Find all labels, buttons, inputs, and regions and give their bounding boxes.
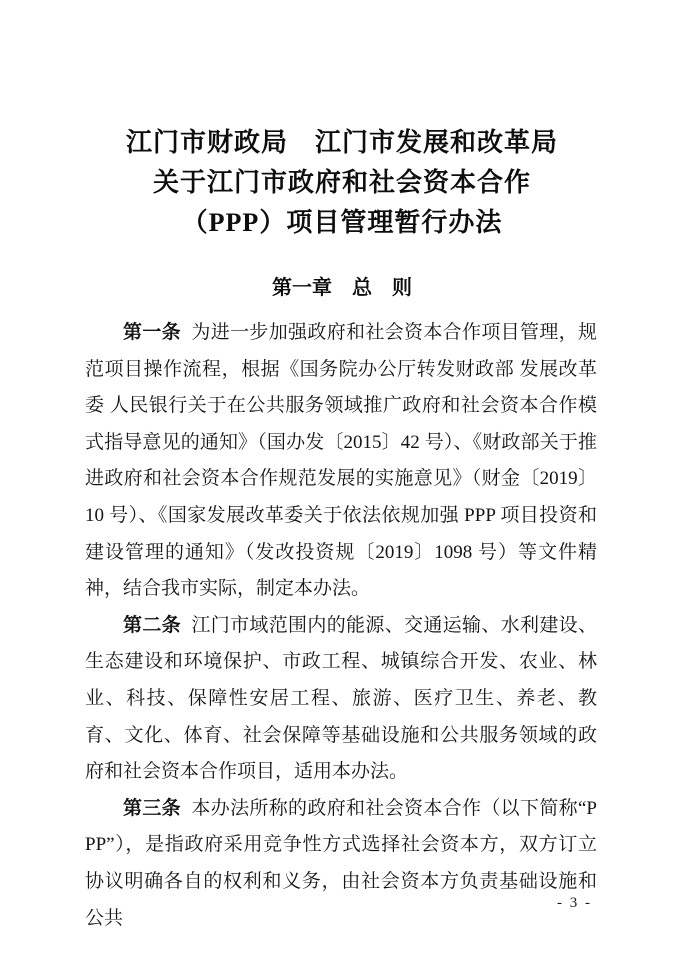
document-title-line-3: （PPP）项目管理暂行办法 — [181, 208, 503, 237]
paragraph-text: 江门市域范围内的能源、交通运输、水利建设、生态建设和环境保护、市政工程、城镇综合开发、农业、林业、科技、保障性安居工程、旅游、医疗卫生、养老、教育、文化、体育、社会保障等基础设施和公共服务领域的政府和社会资本合作项目，适用本办法。 — [85, 614, 597, 783]
paragraph — [85, 791, 597, 937]
page-number: - 3 - — [557, 895, 592, 911]
article-number: 第一条 — [123, 322, 181, 343]
document-title-line-1: 江门市财政局 江门市发展和改革局 — [125, 128, 558, 157]
paragraph-text: 为进一步加强政府和社会资本合作项目管理，规范项目操作流程，根据《国务院办公厅转发财政部 发展改革委 人民银行关于在公共服务领域推广政府和社会资本合作模式指导意见的通知》（国办发〔2015〕42 号）、《财政部关于推进政府和社会资本合作规范发展的实施意见》（财金〔2019〕10 号）、《国家发展改革委关于依法依规加强 PPP 项目投资和建设管理的通知》（发改投资规〔2019〕1098 号）等文件精神，结合我市实际，制定本办法。 — [85, 322, 597, 600]
document-body — [85, 315, 597, 937]
paragraph-text: 本办法所称的政府和社会资本合作（以下简称“PPP”），是指政府采用竞争性方式选择社会资本方，双方订立协议明确各自的权利和义务，由社会资本方负责基础设施和公共 — [85, 797, 597, 929]
chapter-heading: 第一章 总 则 — [272, 277, 412, 299]
paragraph — [85, 608, 597, 791]
document-title-line-2: 关于江门市政府和社会资本合作 — [152, 168, 531, 197]
article-number: 第三条 — [123, 797, 181, 819]
document-title — [0, 0, 684, 243]
article-number: 第二条 — [123, 614, 181, 636]
paragraph — [85, 315, 597, 608]
